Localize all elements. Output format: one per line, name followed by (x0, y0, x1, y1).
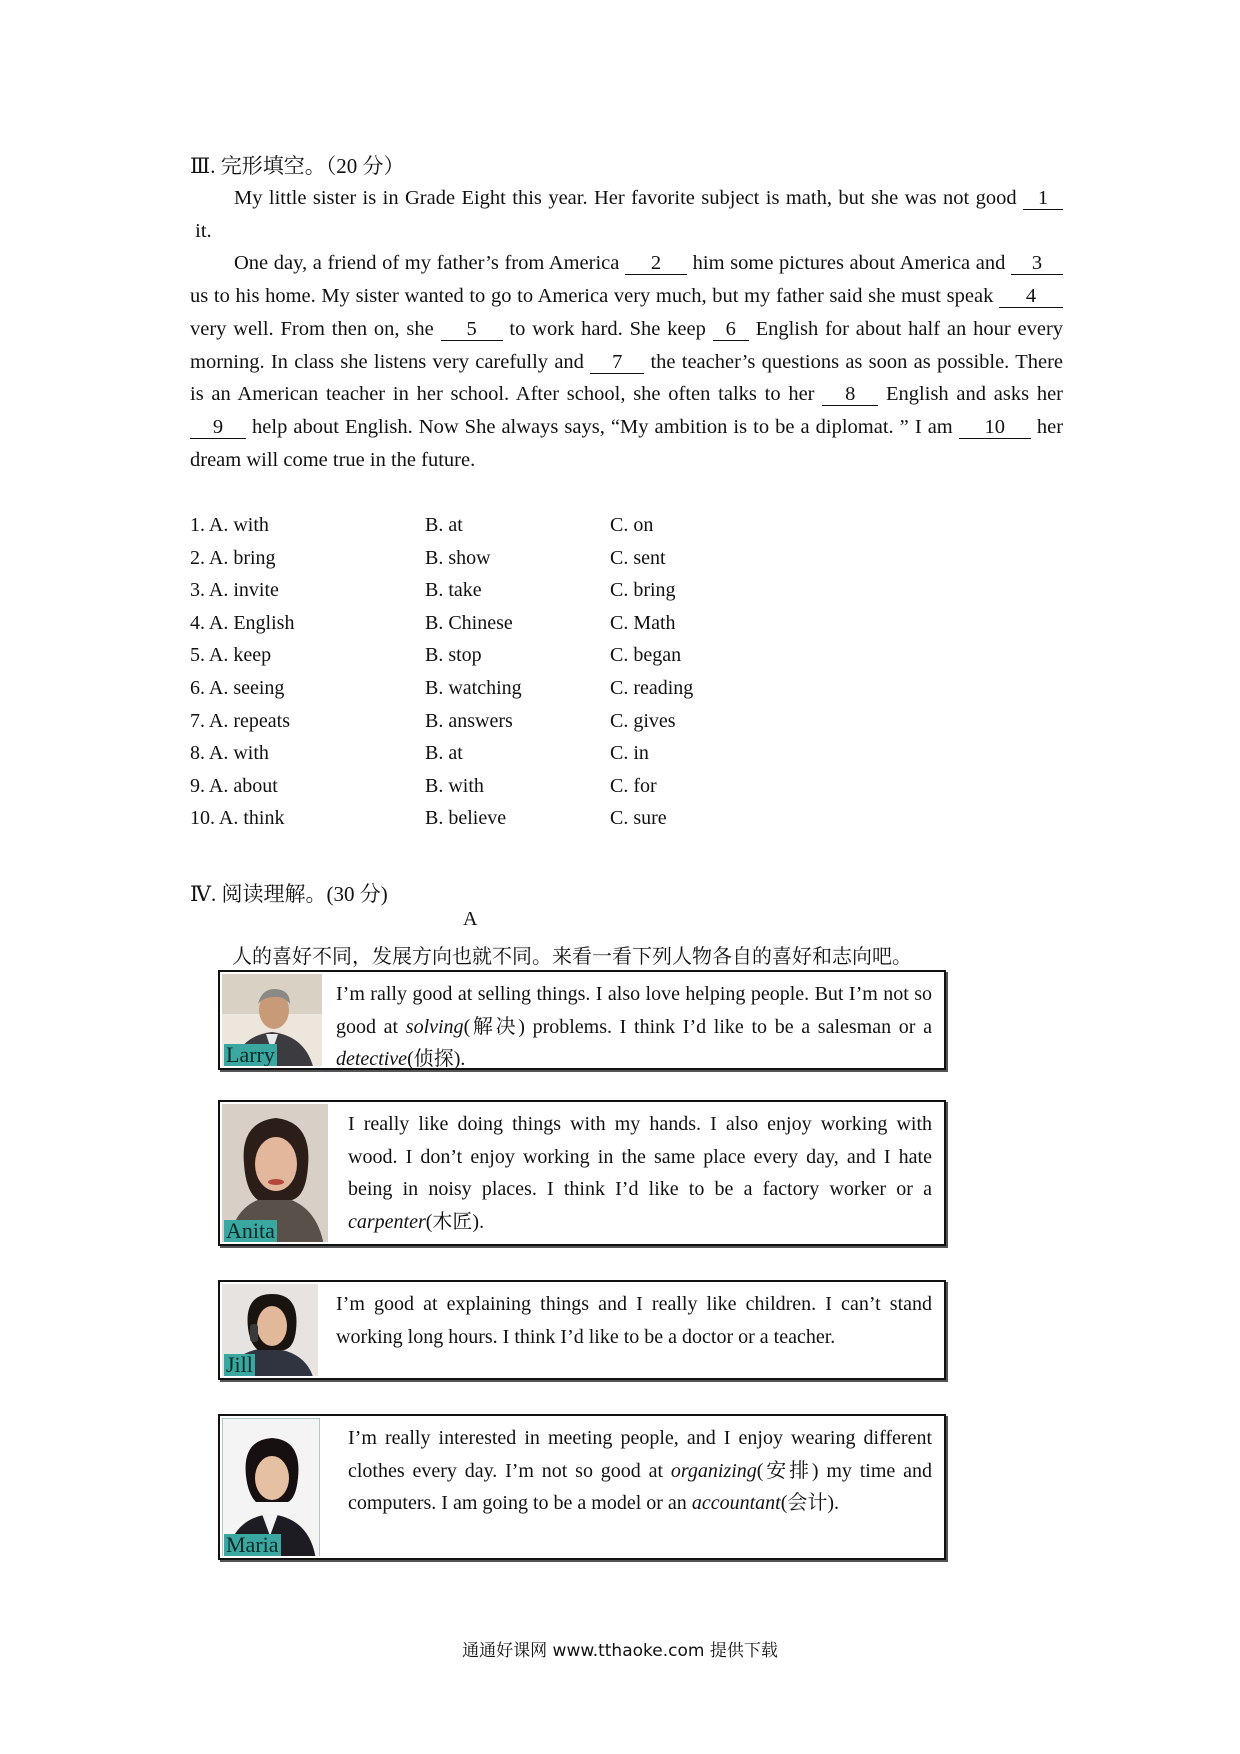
profile-card-jill (218, 1280, 946, 1380)
option-c: C. in (610, 742, 649, 765)
option-row (190, 807, 890, 840)
anita-text (348, 1108, 932, 1238)
option-b: B. show (425, 546, 491, 569)
maria-photo (222, 1418, 320, 1556)
option-row (190, 775, 890, 808)
passage-text-2: One day, a friend of my father’s from America (234, 252, 620, 275)
part-label: A (463, 908, 478, 930)
option-row (190, 612, 890, 645)
passage-text-5: very well. From then on, she (190, 317, 434, 340)
option-b: B. believe (425, 807, 507, 830)
blank-6: 6 (713, 318, 749, 341)
option-a: 2. A. bring (190, 546, 276, 569)
passage-text-10: help about English. Now She always says, “My ambition is to be a diplomat. ” I am (252, 415, 953, 438)
option-row (190, 710, 890, 743)
maria-text (348, 1422, 932, 1520)
card-italic-word: accountant (691, 1492, 781, 1514)
jill-text (336, 1288, 932, 1353)
option-c: C. reading (610, 676, 694, 699)
reading-intro: 人的喜好不同，发展方向也就不同。来看一看下列人物各自的喜好和志向吧。 (232, 946, 912, 968)
option-a: 10. A. think (190, 807, 285, 830)
option-row (190, 579, 890, 612)
card-text-part: (木匠). (425, 1210, 485, 1233)
card-italic-word: organizing (670, 1459, 757, 1482)
card-italic-word: solving (405, 1015, 464, 1038)
passage-text-1: My little sister is in Grade Eight this year. Her favorite subject is math, but she was not good (234, 187, 1017, 209)
option-a: 5. A. keep (190, 644, 272, 667)
maria-name-tag: Maria (226, 1532, 279, 1556)
card-text-part: (侦探). (407, 1048, 466, 1070)
passage-text-4: us to his home. My sister wanted to go to America very much, but my father said she must speak (190, 285, 994, 308)
option-c: C. gives (610, 709, 676, 732)
option-row (190, 514, 890, 547)
passage-text-8: the teacher’s questions as soon as possible. There is an American teacher in her school. After school, she often talks to her (190, 350, 1063, 406)
card-italic-word: detective (336, 1048, 408, 1070)
option-b: B. watching (425, 676, 522, 699)
option-a: 8. A. with (190, 742, 269, 765)
passage-text-7: English for about half an hour every morning. In class she listens very carefully and (190, 317, 1064, 373)
passage-text-6: to work hard. She keep (509, 317, 706, 340)
blank-4: 4 (999, 285, 1063, 308)
option-b: B. take (425, 579, 482, 602)
card-text-part: I’m rally good at selling things. I also love helping people. But I’m not so good at (336, 983, 932, 1038)
option-a: 3. A. invite (190, 579, 279, 602)
passage-text-11: her dream will come true in the future. (190, 415, 1064, 471)
option-b: B. Chinese (425, 611, 513, 634)
option-b: B. at (425, 742, 463, 765)
cloze-passage (190, 182, 1063, 476)
option-row (190, 644, 890, 677)
option-row (190, 547, 890, 580)
option-b: B. at (425, 514, 463, 536)
profile-card-maria (218, 1414, 946, 1560)
profile-card-larry (218, 970, 946, 1070)
option-a: 7. A. repeats (190, 709, 290, 732)
blank-10: 10 (959, 416, 1031, 439)
option-c: C. began (610, 644, 682, 667)
larry-photo (222, 974, 322, 1066)
option-c: C. for (610, 774, 657, 797)
blank-3: 3 (1011, 252, 1063, 275)
card-text-part: (安排) my time and computers. I am going to be a model or an (348, 1459, 932, 1514)
option-a: 4. A. English (190, 611, 295, 634)
option-b: B. stop (425, 644, 482, 667)
option-row (190, 742, 890, 775)
passage-text-1b: it. (195, 219, 212, 242)
card-text-part: I really like doing things with my hands. I also enjoy working with wood. I don’t enjoy working in the same place every day, and I hate being in noisy places. I think I’d like to be a factory worker or a (348, 1113, 932, 1200)
card-text-part: I’m good at explaining things and I really like children. I can’t stand working long hours. I think I’d like to be a doctor or a teacher. (336, 1293, 932, 1348)
blank-5: 5 (441, 318, 503, 341)
larry-name-tag: Larry (226, 1042, 275, 1066)
blank-7: 7 (590, 351, 644, 374)
jill-name-tag: Jill (226, 1352, 253, 1376)
passage-text-9: English and asks her (886, 383, 1064, 406)
option-a: 1. A. with (190, 514, 269, 536)
blank-9: 9 (190, 416, 246, 439)
card-text-part: I’m really interested in meeting people, and I enjoy wearing different clothes every day. I’m not so good at (348, 1427, 932, 1482)
profile-card-anita (218, 1100, 946, 1246)
blank-8: 8 (822, 383, 878, 406)
blank-2: 2 (625, 252, 687, 275)
section-4-heading: Ⅳ. 阅读理解。(30 分) (190, 882, 388, 906)
card-text-part: (解决) problems. I think I’d like to be a salesman or a (463, 1015, 932, 1038)
option-c: C. on (610, 514, 654, 536)
option-a: 6. A. seeing (190, 676, 285, 699)
anita-name-tag: Anita (226, 1218, 275, 1242)
option-c: C. sent (610, 546, 666, 569)
section-3-heading: Ⅲ. 完形填空。（20 分） (190, 154, 405, 178)
option-c: C. Math (610, 611, 676, 634)
blank-1: 1 (1023, 187, 1063, 210)
passage-text-3: him some pictures about America and (692, 252, 1006, 275)
larry-text (336, 978, 932, 1076)
option-c: C. sure (610, 807, 667, 830)
answer-options (190, 514, 890, 840)
option-b: B. with (425, 774, 484, 797)
anita-photo (222, 1104, 328, 1242)
jill-photo (222, 1284, 318, 1376)
page-footer: 通通好课网 www.tthaoke.com 提供下载 (462, 1641, 778, 1661)
option-b: B. answers (425, 709, 513, 732)
card-text-part: (会计). (780, 1492, 840, 1514)
option-row (190, 677, 890, 710)
option-c: C. bring (610, 579, 676, 602)
option-a: 9. A. about (190, 774, 278, 797)
card-italic-word: carpenter (348, 1210, 426, 1233)
